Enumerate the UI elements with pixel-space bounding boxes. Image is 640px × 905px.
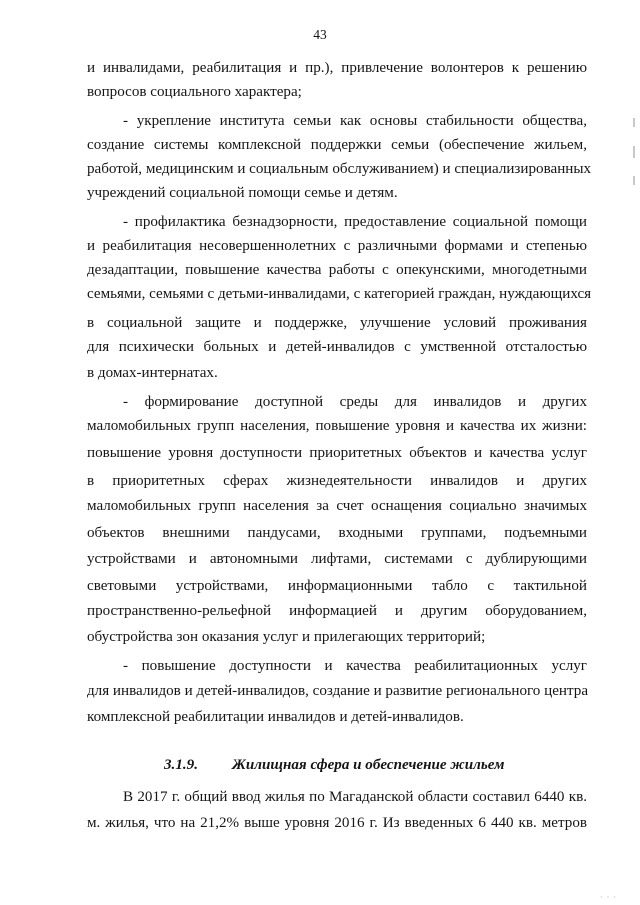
text-line: дезадаптации, повышение качества работы с опекунскими, многодетными xyxy=(87,262,587,278)
scan-artifact: · · · xyxy=(600,893,617,902)
text-line: и инвалидами, реабилитация и пр.), привлечение волонтеров к решению xyxy=(87,60,587,76)
text-line: - формирование доступной среды для инвалидов и других xyxy=(123,394,587,410)
text-line: учреждений социальной помощи семье и детям. xyxy=(87,185,398,201)
text-line: устройствами и автономными лифтами, системами с дублирующими xyxy=(87,551,587,567)
text-line: пространственно-рельефной информацией и другим оборудованием, xyxy=(87,603,587,619)
text-line: - профилактика безнадзорности, предоставление социальной помощи xyxy=(123,214,587,230)
text-line: объектов внешними пандусами, входными группами, подъемными xyxy=(87,525,587,541)
text-line: для инвалидов и детей-инвалидов, создание и развитие регионального центра xyxy=(87,683,589,699)
text-line: семьями, семьями с детьми-инвалидами, с категорией граждан, нуждающихся xyxy=(87,286,592,302)
text-line: создание системы комплексной поддержки семьи (обеспечение жильем, xyxy=(87,137,587,153)
text-line: - повышение доступности и качества реабилитационных услуг xyxy=(123,658,587,674)
text-line: обустройства зон оказания услуг и прилегающих территорий; xyxy=(87,629,486,645)
scan-artifact xyxy=(633,118,635,127)
text-line: комплексной реабилитации инвалидов и детей-инвалидов. xyxy=(87,709,464,725)
text-line: повышение уровня доступности приоритетных объектов и качества услуг xyxy=(87,445,587,461)
text-line: м. жилья, что на 21,2% выше уровня 2016 г. Из введенных 6 440 кв. метров xyxy=(87,815,587,831)
text-line: световыми устройствами, информационными табло с тактильной xyxy=(87,578,587,594)
section-heading xyxy=(164,757,504,774)
text-line: вопросов социального характера; xyxy=(87,84,302,100)
text-line: в домах-интернатах. xyxy=(87,365,218,381)
section-title: Жилищная сфера и обеспечение жильем xyxy=(232,757,505,773)
text-line: - укрепление института семьи как основы стабильности общества, xyxy=(123,113,587,129)
text-line: и реабилитация несовершеннолетних с различными формами и степенью xyxy=(87,238,587,254)
text-line: работой, медицинским и социальным обслуживанием) и специализированных xyxy=(87,161,592,177)
text-line: маломобильных групп населения за счет оснащения социально значимых xyxy=(87,498,587,514)
page-number: 43 xyxy=(313,27,327,42)
text-line: в социальной защите и поддержке, улучшение условий проживания xyxy=(87,315,587,331)
section-number: 3.1.9. xyxy=(164,757,198,773)
text-line: для психически больных и детей-инвалидов с умственной отсталостью xyxy=(87,339,587,355)
scan-artifact xyxy=(633,176,635,185)
text-line: в приоритетных сферах жизнедеятельности инвалидов и других xyxy=(87,473,587,489)
text-line: В 2017 г. общий ввод жилья по Магаданской области составил 6440 кв. xyxy=(123,789,587,805)
text-line: маломобильных групп населения, повышение уровня и качества их жизни: xyxy=(87,418,587,434)
scan-artifact xyxy=(633,146,635,158)
